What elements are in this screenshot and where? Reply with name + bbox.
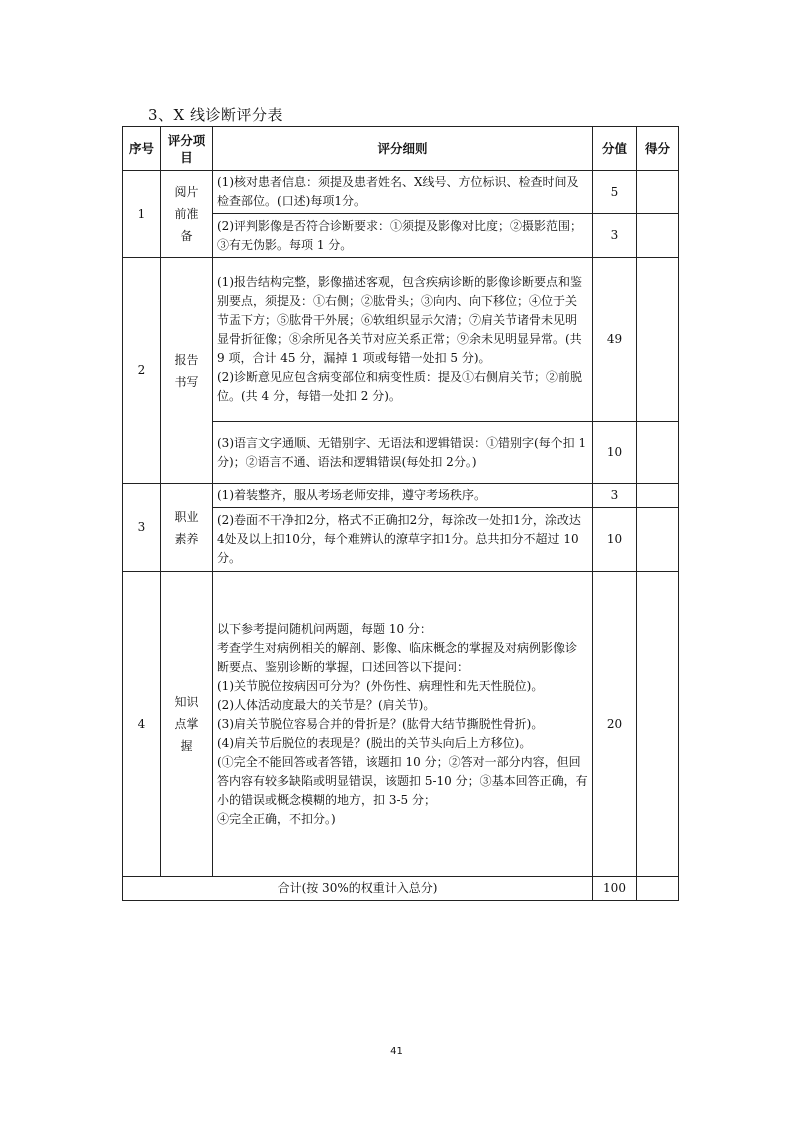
page-number: 41 bbox=[390, 1046, 403, 1057]
section-item: 报告书写 bbox=[161, 258, 213, 484]
criteria-text: (1)着装整齐，服从考场老师安排，遵守考场秩序。 bbox=[213, 484, 593, 508]
criteria-text: (2)卷面不干净扣2分，格式不正确扣2分，每涂改一处扣1分，涂改达4处及以上扣10分，每个难辨认的潦草字扣1分。总共扣分不超过 10 分。 bbox=[213, 508, 593, 572]
section-num: 4 bbox=[123, 572, 161, 877]
score-cell[interactable] bbox=[637, 258, 679, 422]
score-cell[interactable] bbox=[637, 572, 679, 877]
score-cell[interactable] bbox=[637, 171, 679, 214]
criteria-text: (3)语言文字通顺、无错别字、无语法和逻辑错误：①错别字(每个扣 1 分)；②语言不通、语法和逻辑错误(每处扣 2分。) bbox=[213, 422, 593, 484]
score-cell[interactable] bbox=[637, 508, 679, 572]
page-title: 3、X 线诊断评分表 bbox=[148, 106, 283, 124]
points-value: 3 bbox=[593, 214, 637, 258]
table-row bbox=[123, 572, 679, 877]
score-cell[interactable] bbox=[637, 484, 679, 508]
total-label: 合计(按 30%的权重计入总分) bbox=[123, 877, 593, 901]
points-value: 10 bbox=[593, 508, 637, 572]
criteria-text: 以下参考提问随机问两题，每题 10 分： 考查学生对病例相关的解剖、影像、临床概念的掌握及对病例影像诊断要点、鉴别诊断的掌握，口述回答以下提问： (1)关节脱位按病因可分为？(外伤性、病理性和先天性脱位)。 (2)人体活动度最大的关节是？(肩关节)。 (3)肩关节脱位容易合并的骨折是？(肱骨大结节撕脱性骨折)。 (4)肩关节后脱位的表现是？(脱出的关节头向后上方移位)。 (①完全不能回答或者答错，该题扣 10 分；②答对一部分内容，但回答内容有较多缺陷或明显错误，该题扣 5-10 分；③基本回答正确，有小的错误或概念模糊的地方，扣 3-5 分； ④完全正确，不扣分。) bbox=[213, 572, 593, 877]
criteria-text: (1)报告结构完整，影像描述客观，包含疾病诊断的影像诊断要点和鉴别要点，须提及：①右侧；②肱骨头；③向内、向下移位；④位于关节盂下方；⑤肱骨干外展；⑥软组织显示欠清；⑦肩关节诸骨未见明显骨折征像；⑧余所见各关节对应关系正常；⑨余未见明显异常。(共 9 项，合计 45 分，漏掉 1 项或每错一处扣 5 分)。 (2)诊断意见应包含病变部位和病变性质：提及①右侧肩关节；②前脱位。(共 4 分，每错一处扣 2 分)。 bbox=[213, 258, 593, 422]
header-item: 评分项目 bbox=[161, 127, 213, 171]
points-value: 5 bbox=[593, 171, 637, 214]
section-item: 知识点掌握 bbox=[161, 572, 213, 877]
header-score: 得分 bbox=[637, 127, 679, 171]
section-item: 职业素养 bbox=[161, 484, 213, 572]
section-num: 3 bbox=[123, 484, 161, 572]
section-num: 2 bbox=[123, 258, 161, 484]
section-item: 阅片前准备 bbox=[161, 171, 213, 258]
criteria-text: (2)评判影像是否符合诊断要求：①须提及影像对比度；②摄影范围；③有无伪影。每项 1 分。 bbox=[213, 214, 593, 258]
total-points: 100 bbox=[593, 877, 637, 901]
points-value: 20 bbox=[593, 572, 637, 877]
header-detail: 评分细则 bbox=[213, 127, 593, 171]
criteria-text: (1)核对患者信息：须提及患者姓名、X线号、方位标识、检查时间及检查部位。(口述)每项1分。 bbox=[213, 171, 593, 214]
table-row bbox=[123, 484, 679, 508]
points-value: 49 bbox=[593, 258, 637, 422]
score-cell[interactable] bbox=[637, 422, 679, 484]
score-cell[interactable] bbox=[637, 214, 679, 258]
scoring-table bbox=[122, 126, 679, 901]
header-row bbox=[123, 127, 679, 171]
table-row bbox=[123, 171, 679, 214]
total-row bbox=[123, 877, 679, 901]
points-value: 10 bbox=[593, 422, 637, 484]
section-num: 1 bbox=[123, 171, 161, 258]
total-score-cell[interactable] bbox=[637, 877, 679, 901]
header-num: 序号 bbox=[123, 127, 161, 171]
table-row bbox=[123, 258, 679, 422]
points-value: 3 bbox=[593, 484, 637, 508]
header-points: 分值 bbox=[593, 127, 637, 171]
